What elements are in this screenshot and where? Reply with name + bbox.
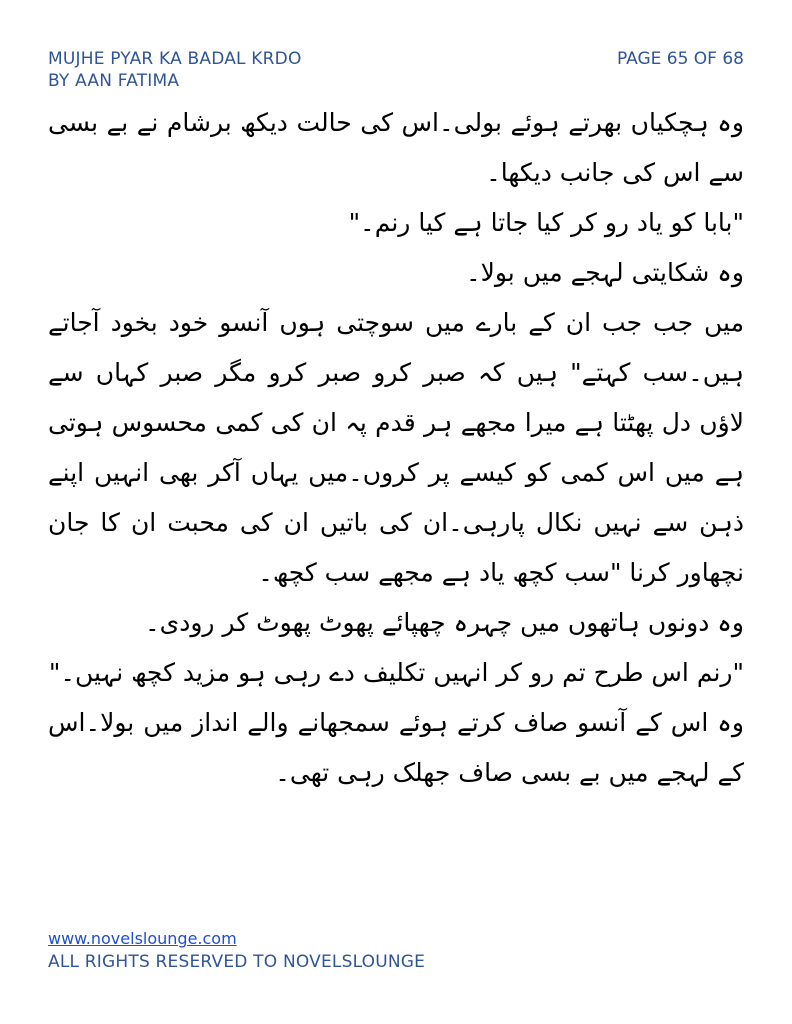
novel-title: MUJHE PYAR KA BADAL KRDO	[48, 49, 302, 69]
paragraph-3: وہ شکایتی لہجے میں بولا۔	[465, 258, 744, 287]
paragraph-4: میں جب جب ان کے بارے میں سوچتی ہوں آنسو خود بخود آجاتے ہیں۔سب کہتے" ہیں کہ صبر کرو صبر کرو مگر صبر کہاں سے لاؤں دل پھٹتا ہے میرا مجھے ہر قدم پہ ان کی کمی محسوس ہوتی ہے میں اس کمی کو کیسے پر کروں۔میں یہاں آکر بھی انہیں اپنے ذہن سے نہیں نکال پارہی۔ان کی باتیں ان کی محبت ان کا جان نچھاور کرنا "سب کچھ یاد ہے مجھے سب کچھ۔	[48, 308, 744, 587]
page-number: PAGE 65 OF 68	[616, 49, 744, 69]
paragraph-1: وہ ہچکیاں بھرتے ہوئے بولی۔اس کی حالت دیکھ برشام نے بے بسی سے اس کی جانب دیکھا۔	[48, 108, 744, 187]
rights-notice: ALL RIGHTS RESERVED TO NOVELSLOUNGE	[48, 952, 426, 972]
page-header-left	[48, 48, 302, 92]
page-footer	[48, 928, 425, 974]
website-link[interactable]: www.novelslounge.com	[48, 929, 237, 948]
author-line: BY AAN FATIMA	[48, 71, 180, 91]
paragraph-6: "رنم اس طرح تم رو کر انہیں تکلیف دے رہی ہو مزید کچھ نہیں۔"	[48, 658, 744, 687]
paragraph-2: "بابا کو یاد رو کر کیا جاتا ہے کیا رنم۔"	[348, 208, 744, 237]
paragraph-7: وہ اس کے آنسو صاف کرتے ہوئے سمجھانے والے انداز میں بولا۔اس کے لہجے میں بے بسی صاف جھلک رہی تھی۔	[48, 708, 744, 787]
story-text	[48, 98, 744, 798]
paragraph-5: وہ دونوں ہاتھوں میں چہرہ چھپائے پھوٹ پھوٹ کر رودی۔	[144, 608, 744, 637]
